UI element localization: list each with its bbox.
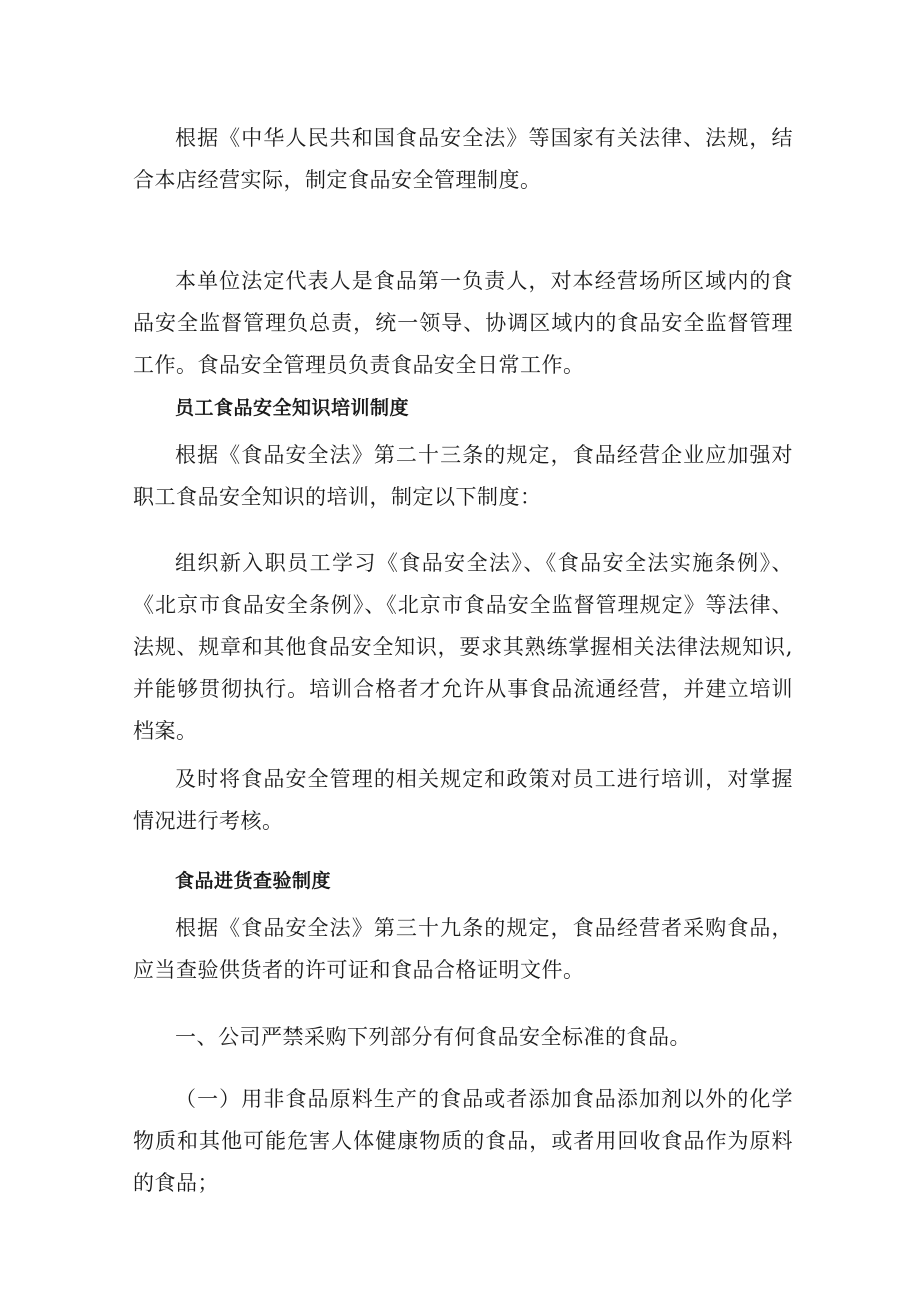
heading-inspection-system: 食品进货查验制度	[175, 870, 332, 892]
paragraph-item-one: （一）用非食品原料生产的食品或者添加食品添加剂以外的化学物质和其他可能危害人体健康物质的食品，或者用回收食品作为原料的食品；	[133, 1087, 793, 1195]
paragraph-legal-basis: 根据《中华人民共和国食品安全法》等国家有关法律、法规，结合本店经营实际，制定食品安全管理制度。	[133, 126, 793, 192]
paragraph-inspection-basis: 根据《食品安全法》第三十九条的规定，食品经营者采购食品，应当查验供货者的许可证和食品合格证明文件。	[133, 916, 793, 982]
paragraph-training-basis: 根据《食品安全法》第二十三条的规定，食品经营企业应加强对职工食品安全知识的培训，制定以下制度：	[133, 443, 793, 509]
paragraph-training-assessment: 及时将食品安全管理的相关规定和政策对员工进行培训，对掌握情况进行考核。	[133, 767, 793, 833]
heading-training-system: 员工食品安全知识培训制度	[175, 397, 410, 419]
paragraph-prohibition: 一、公司严禁采购下列部分有何食品安全标准的食品。	[175, 1025, 691, 1049]
paragraph-training-content: 组织新入职员工学习《食品安全法》、《食品安全法实施条例》、《北京市食品安全条例》、《北京市食品安全监督管理规定》等法律、法规、规章和其他食品安全知识，要求其熟练掌握相关法律法规知识,并能够贯彻执行。培训合格者才允许从事食品流通经营，并建立培训档案。	[133, 551, 793, 743]
paragraph-responsibility: 本单位法定代表人是食品第一负责人，对本经营场所区域内的食品安全监督管理负总责，统一领导、协调区域内的食品安全监督管理工作。食品安全管理员负责食品安全日常工作。	[133, 269, 793, 377]
